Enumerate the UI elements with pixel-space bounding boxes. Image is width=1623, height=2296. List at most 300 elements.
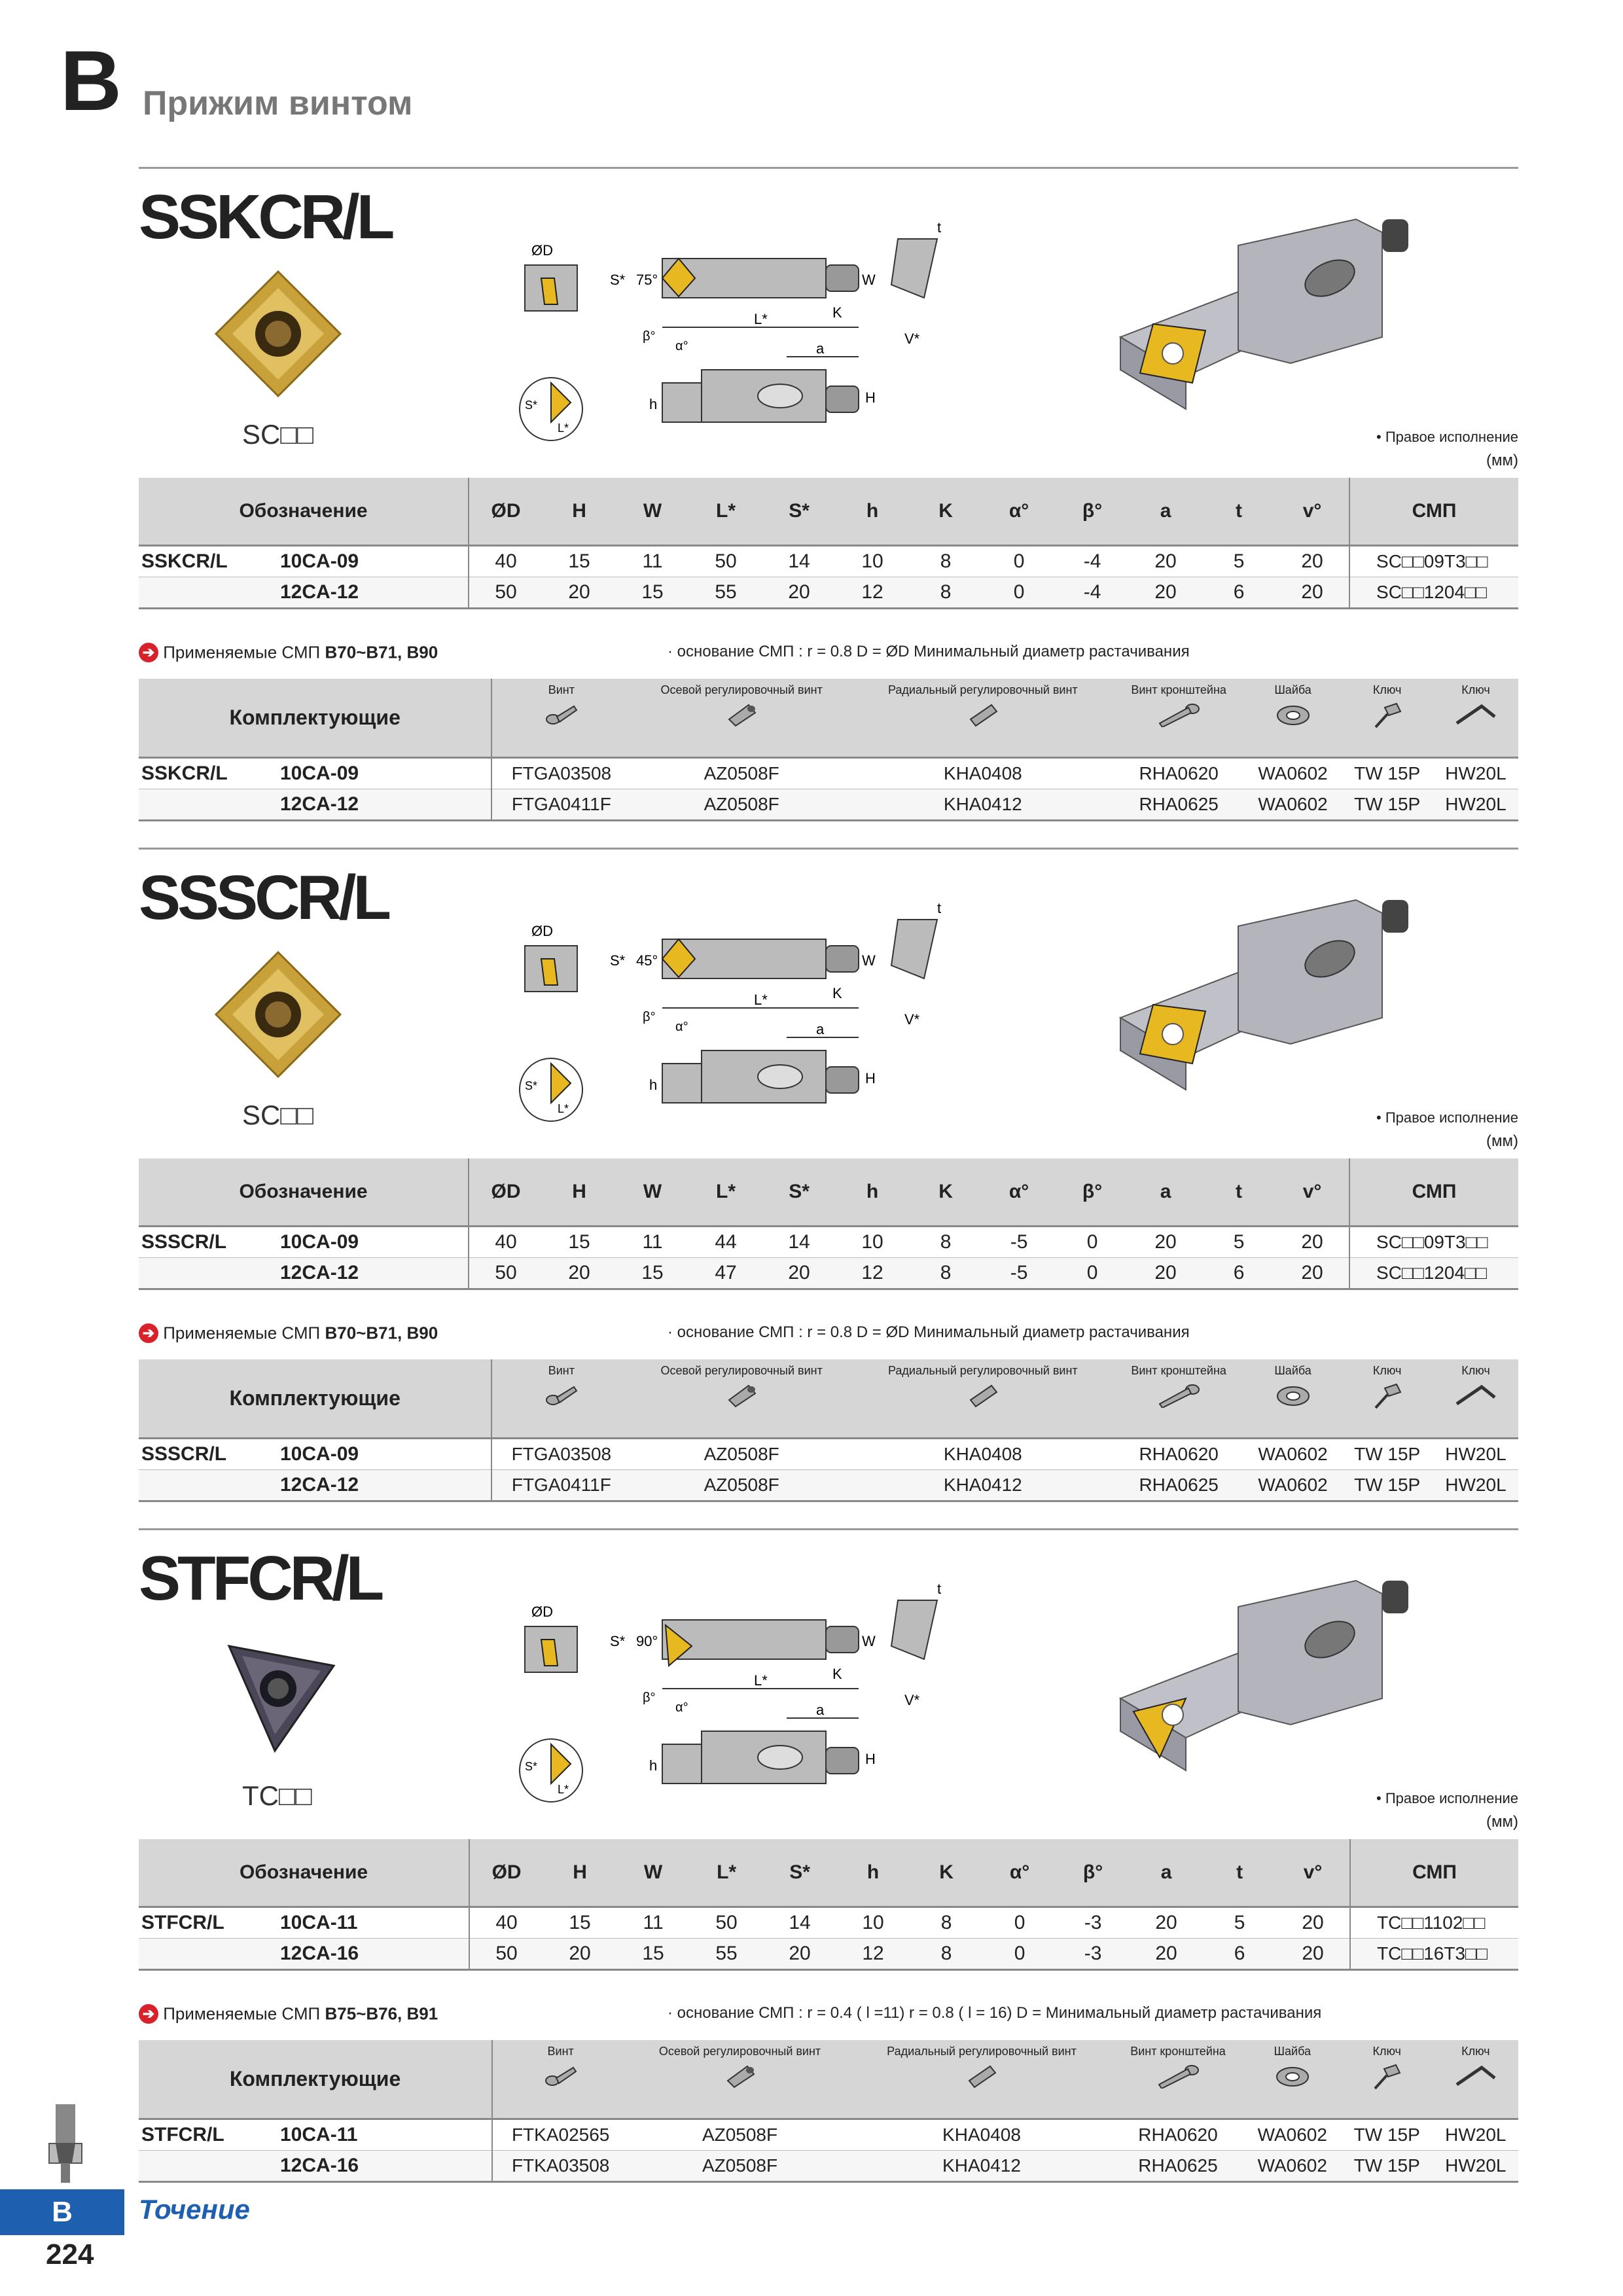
spec-cell: 47 — [689, 1258, 762, 1289]
smp-code: SC□□1204□□ — [1349, 577, 1518, 609]
components-header: Комплектующие — [139, 1359, 491, 1439]
spec-column-header: h — [836, 1158, 909, 1227]
spec-cell: 20 — [1130, 1907, 1203, 1939]
spec-column-header: β° — [1056, 1158, 1129, 1227]
part-code: TW 15P — [1341, 1470, 1433, 1501]
spec-cell: 20 — [543, 577, 616, 609]
right-version-note: • Правое исполнение — [1376, 1109, 1518, 1126]
part-code: AZ0508F — [630, 1470, 853, 1501]
svg-text:ØD: ØD — [531, 242, 553, 259]
right-version-note: • Правое исполнение — [1376, 1790, 1518, 1806]
part-code: TW 15P — [1341, 789, 1433, 821]
page-number: 224 — [46, 2238, 94, 2270]
part-code: WA0602 — [1244, 2119, 1341, 2151]
spec-cell: 0 — [983, 1907, 1056, 1939]
part-code: TW 15P — [1341, 758, 1433, 789]
part-column-header — [1433, 679, 1518, 758]
model-name: SSKCR/L — [139, 546, 279, 577]
part-name: Шайба — [1274, 683, 1311, 696]
spec-cell: -3 — [1056, 1907, 1130, 1939]
part-name: Ключ — [1461, 683, 1490, 696]
spec-column-header: S* — [762, 478, 836, 546]
spec-cell: 20 — [1129, 1227, 1202, 1258]
spec-cell: 8 — [909, 546, 982, 577]
model-size: 10CA-11 — [279, 2119, 492, 2151]
units-note: (мм) — [1486, 1132, 1518, 1150]
part-code: HW20L — [1433, 1439, 1518, 1470]
part-code: WA0602 — [1244, 2151, 1341, 2182]
part-name: Винт кронштейна — [1130, 2045, 1226, 2058]
table-row — [139, 1439, 1518, 1470]
applicable-range: B75~B76, B91 — [325, 2003, 438, 2024]
insert-type-label: SC□□ — [242, 1100, 314, 1130]
part-name: Шайба — [1274, 1364, 1311, 1377]
svg-text:h: h — [649, 1757, 658, 1774]
spec-column-header: t — [1203, 1839, 1276, 1907]
spec-cell: -5 — [982, 1227, 1056, 1258]
applicable-range: B70~B71, B90 — [325, 642, 438, 662]
spec-cell: 40 — [469, 1227, 543, 1258]
section-divider — [139, 1528, 1518, 1530]
components-header: Комплектующие — [139, 2040, 492, 2119]
spec-column-header: S* — [763, 1839, 836, 1907]
spec-cell: 6 — [1202, 577, 1275, 609]
table-row — [139, 789, 1518, 821]
svg-text:L*: L* — [754, 311, 768, 327]
arrow-right-icon: ➔ — [139, 643, 158, 662]
svg-text:V*: V* — [904, 331, 920, 347]
part-column-header — [851, 2040, 1112, 2119]
washer-icon — [1245, 701, 1341, 730]
torx-key-icon — [1342, 701, 1433, 733]
spec-cell: 20 — [1130, 1939, 1203, 1970]
svg-text:S*: S* — [525, 1079, 538, 1092]
basis-note: · основание СМП : r = 0.8 D = ØD Минимальный диаметр растачивания — [668, 1323, 1190, 1341]
bracket-screw-icon — [1113, 2062, 1243, 2092]
spec-column-header: K — [910, 1839, 983, 1907]
part-code: KHA0412 — [853, 1470, 1113, 1501]
part-code: KHA0408 — [853, 1439, 1113, 1470]
spec-cell: 50 — [690, 1907, 763, 1939]
tool-3d-view — [1107, 1568, 1421, 1803]
model-size: 12CA-16 — [279, 1939, 469, 1970]
part-name: Ключ — [1372, 1364, 1402, 1377]
spec-column-header: ØD — [469, 478, 543, 546]
spec-cell: 10 — [836, 1907, 910, 1939]
part-code: RHA0625 — [1113, 789, 1245, 821]
washer-icon — [1245, 1382, 1341, 1411]
spec-cell: 12 — [836, 1939, 910, 1970]
part-name: Радиальный регулировочный винт — [887, 1364, 1078, 1377]
spec-cell: 20 — [1275, 1227, 1349, 1258]
part-name: Ключ — [1372, 683, 1402, 696]
spec-cell: 20 — [1129, 546, 1202, 577]
table-row — [139, 1939, 1518, 1970]
part-code: HW20L — [1433, 789, 1518, 821]
tool-3d-view — [1107, 206, 1421, 442]
part-name: Радиальный регулировочный винт — [887, 2045, 1077, 2058]
applicable-range: B70~B71, B90 — [325, 1323, 438, 1343]
spec-cell: -5 — [982, 1258, 1056, 1289]
designation-header: Обозначение — [139, 478, 469, 546]
spec-column-header: K — [909, 478, 982, 546]
smp-header: СМП — [1349, 1158, 1518, 1227]
spec-column-header: W — [616, 1158, 689, 1227]
spec-cell: 20 — [1276, 1907, 1350, 1939]
part-code: HW20L — [1433, 2151, 1518, 2182]
hex-key-icon — [1434, 701, 1518, 730]
svg-text:V*: V* — [904, 1692, 920, 1708]
part-column-header — [630, 679, 853, 758]
spec-column-header: H — [543, 1839, 616, 1907]
svg-text:90°: 90° — [636, 1633, 658, 1649]
components-header: Комплектующие — [139, 679, 491, 758]
svg-text:ØD: ØD — [531, 1604, 553, 1620]
bracket-screw-icon — [1114, 701, 1244, 730]
spec-column-header: β° — [1056, 478, 1129, 546]
part-code: FTGA03508 — [491, 1439, 630, 1470]
arrow-right-icon: ➔ — [139, 1323, 158, 1343]
applicable-label: Применяемые СМП — [163, 1323, 321, 1343]
spec-cell: 8 — [909, 577, 982, 609]
svg-text:L*: L* — [754, 1672, 768, 1689]
applicable-label: Применяемые СМП — [163, 2003, 321, 2024]
spec-column-header: a — [1130, 1839, 1203, 1907]
svg-text:t: t — [937, 900, 942, 916]
spec-cell: 12 — [836, 1258, 909, 1289]
part-column-header — [1113, 1359, 1245, 1439]
model-name — [139, 2151, 279, 2182]
spec-cell: 20 — [1275, 577, 1349, 609]
part-name: Винт кронштейна — [1131, 683, 1226, 696]
part-name: Ключ — [1461, 2045, 1490, 2058]
part-name: Ключ — [1461, 1364, 1490, 1377]
spec-column-header: K — [909, 1158, 982, 1227]
spec-cell: 15 — [543, 1907, 616, 1939]
spec-cell: 11 — [616, 1907, 690, 1939]
svg-text:α°: α° — [675, 1700, 688, 1715]
product-title: SSSCR/L — [139, 863, 389, 933]
axial-screw-icon — [631, 1382, 852, 1411]
model-size: 10CA-09 — [279, 546, 469, 577]
applicable-line — [139, 1322, 1518, 1348]
part-column-header — [1433, 2040, 1518, 2119]
model-size: 10CA-09 — [279, 1439, 491, 1470]
part-name: Винт — [547, 2045, 574, 2058]
radial-screw-icon — [853, 701, 1113, 730]
svg-text:β°: β° — [643, 1010, 656, 1024]
units-note: (мм) — [1486, 1813, 1518, 1831]
part-code: FTKA02565 — [492, 2119, 628, 2151]
spec-column-header: h — [836, 1839, 910, 1907]
svg-text:S*: S* — [610, 1633, 626, 1649]
insert-type-label: TC□□ — [242, 1780, 312, 1811]
part-column-header — [492, 2040, 628, 2119]
part-code: RHA0625 — [1112, 2151, 1244, 2182]
chapter-letter: B — [60, 33, 122, 128]
axial-screw-icon — [631, 701, 852, 730]
model-size: 10CA-09 — [279, 1227, 469, 1258]
svg-text:S*: S* — [610, 952, 626, 969]
spec-column-header: W — [616, 478, 689, 546]
spec-cell: -4 — [1056, 546, 1129, 577]
spec-cell: 15 — [543, 1227, 616, 1258]
svg-text:a: a — [816, 1021, 825, 1037]
turning-tool-icon — [36, 2104, 95, 2183]
spec-column-header: t — [1202, 1158, 1275, 1227]
model-name: SSKCR/L — [139, 758, 279, 789]
right-version-note: • Правое исполнение — [1376, 429, 1518, 445]
svg-text:β°: β° — [643, 1691, 656, 1705]
hex-key-icon — [1434, 2062, 1518, 2092]
spec-column-header: L* — [690, 1839, 763, 1907]
part-code: TW 15P — [1341, 2151, 1433, 2182]
spec-cell: 8 — [910, 1907, 983, 1939]
components-table — [139, 679, 1518, 821]
part-code: RHA0620 — [1113, 1439, 1245, 1470]
applicable-line — [139, 2003, 1518, 2029]
footer-category: Точение — [139, 2194, 250, 2225]
svg-text:t: t — [937, 219, 942, 236]
model-name: STFCR/L — [139, 1907, 279, 1939]
spec-column-header: H — [543, 1158, 616, 1227]
part-code: KHA0408 — [853, 758, 1113, 789]
model-name: SSSCR/L — [139, 1439, 279, 1470]
spec-cell: 0 — [982, 577, 1056, 609]
model-name: STFCR/L — [139, 2119, 279, 2151]
spec-column-header: β° — [1056, 1839, 1130, 1907]
svg-text:a: a — [816, 340, 825, 357]
smp-code: SC□□09T3□□ — [1349, 546, 1518, 577]
spec-column-header: α° — [982, 478, 1056, 546]
smp-code: TC□□16T3□□ — [1350, 1939, 1518, 1970]
part-code: RHA0625 — [1113, 1470, 1245, 1501]
svg-text:45°: 45° — [636, 952, 658, 969]
part-code: TW 15P — [1341, 1439, 1433, 1470]
spec-cell: 20 — [543, 1258, 616, 1289]
spec-cell: 6 — [1202, 1258, 1275, 1289]
spec-cell: 8 — [910, 1939, 983, 1970]
spec-cell: 14 — [762, 546, 836, 577]
spec-column-header: W — [616, 1839, 690, 1907]
model-size: 10CA-09 — [279, 758, 491, 789]
spec-column-header: a — [1129, 1158, 1202, 1227]
svg-text:S*: S* — [610, 272, 626, 288]
spec-column-header: L* — [689, 478, 762, 546]
svg-text:t: t — [937, 1581, 942, 1597]
spec-cell: -3 — [1056, 1939, 1130, 1970]
part-column-header — [1245, 1359, 1342, 1439]
model-size: 10CA-11 — [279, 1907, 469, 1939]
part-code: AZ0508F — [630, 1439, 853, 1470]
radial-screw-icon — [852, 2062, 1111, 2092]
smp-code: SC□□09T3□□ — [1349, 1227, 1518, 1258]
part-column-header — [1433, 1359, 1518, 1439]
units-note: (мм) — [1486, 452, 1518, 469]
spec-cell: 6 — [1203, 1939, 1276, 1970]
arrow-right-icon: ➔ — [139, 2004, 158, 2024]
triangle-insert-image — [209, 1626, 347, 1764]
part-column-header — [1113, 679, 1245, 758]
spec-cell: 8 — [909, 1258, 982, 1289]
spec-cell: 0 — [1056, 1227, 1129, 1258]
part-code: KHA0412 — [853, 789, 1113, 821]
spec-column-header: t — [1202, 478, 1275, 546]
spec-cell: 14 — [763, 1907, 836, 1939]
spec-cell: 55 — [689, 577, 762, 609]
model-size: 12CA-16 — [279, 2151, 492, 2182]
spec-cell: 20 — [1129, 577, 1202, 609]
part-name: Винт — [548, 1364, 575, 1377]
spec-cell: 0 — [982, 546, 1056, 577]
spec-cell: 40 — [469, 546, 543, 577]
spec-cell: 20 — [1275, 1258, 1349, 1289]
spec-cell: 50 — [469, 1258, 543, 1289]
model-name: SSSCR/L — [139, 1227, 279, 1258]
section-divider — [139, 167, 1518, 169]
product-section — [139, 167, 1518, 848]
svg-text:75°: 75° — [636, 272, 658, 288]
model-size: 12CA-12 — [279, 789, 491, 821]
model-name — [139, 1258, 279, 1289]
screw-icon — [493, 1382, 630, 1411]
spec-cell: 40 — [469, 1907, 543, 1939]
footer-tab: B — [0, 2189, 124, 2235]
product-section — [139, 1528, 1518, 2209]
svg-text:h: h — [649, 396, 658, 412]
svg-text:β°: β° — [643, 329, 656, 344]
spec-cell: 20 — [762, 577, 836, 609]
table-row — [139, 1470, 1518, 1501]
torx-key-icon — [1342, 1382, 1433, 1414]
part-code: FTGA03508 — [491, 758, 630, 789]
spec-cell: 20 — [543, 1939, 616, 1970]
part-code: AZ0508F — [628, 2119, 851, 2151]
spec-column-header: H — [543, 478, 616, 546]
part-code: HW20L — [1433, 1470, 1518, 1501]
screw-icon — [493, 701, 630, 730]
spec-table — [139, 1158, 1518, 1290]
table-row — [139, 1907, 1518, 1939]
svg-text:W: W — [862, 1633, 876, 1649]
part-code: WA0602 — [1245, 1470, 1342, 1501]
smp-header: СМП — [1349, 478, 1518, 546]
spec-cell: 50 — [689, 546, 762, 577]
table-row — [139, 2151, 1518, 2182]
hex-key-icon — [1434, 1382, 1518, 1411]
spec-cell: 5 — [1202, 546, 1275, 577]
part-code: AZ0508F — [628, 2151, 851, 2182]
part-code: WA0602 — [1245, 758, 1342, 789]
part-column-header — [491, 1359, 630, 1439]
svg-text:W: W — [862, 272, 876, 288]
model-size: 12CA-12 — [279, 1258, 469, 1289]
basis-note: · основание СМП : r = 0.8 D = ØD Минимальный диаметр растачивания — [668, 643, 1190, 660]
spec-column-header: h — [836, 478, 909, 546]
svg-text:W: W — [862, 952, 876, 969]
table-row — [139, 758, 1518, 789]
svg-text:h: h — [649, 1077, 658, 1093]
part-code: KHA0412 — [851, 2151, 1112, 2182]
smp-code: TC□□1102□□ — [1350, 1907, 1518, 1939]
section-divider — [139, 848, 1518, 850]
washer-icon — [1245, 2062, 1340, 2092]
part-code: FTGA0411F — [491, 789, 630, 821]
tool-3d-view — [1107, 887, 1421, 1122]
spec-cell: 5 — [1203, 1907, 1276, 1939]
spec-cell: 15 — [543, 546, 616, 577]
svg-text:K: K — [832, 985, 842, 1001]
part-code: RHA0620 — [1113, 758, 1245, 789]
spec-column-header: v° — [1276, 1839, 1350, 1907]
designation-header: Обозначение — [139, 1158, 469, 1227]
part-code: AZ0508F — [630, 789, 853, 821]
spec-column-header: α° — [982, 1158, 1056, 1227]
part-name: Ключ — [1372, 2045, 1401, 2058]
svg-text:a: a — [816, 1702, 825, 1718]
svg-text:L*: L* — [558, 1102, 569, 1115]
part-code: WA0602 — [1245, 789, 1342, 821]
smp-code: SC□□1204□□ — [1349, 1258, 1518, 1289]
spec-cell: 20 — [1276, 1939, 1350, 1970]
spec-column-header: v° — [1275, 478, 1349, 546]
spec-column-header: ØD — [469, 1839, 543, 1907]
spec-table — [139, 478, 1518, 609]
table-row — [139, 2119, 1518, 2151]
spec-column-header: L* — [689, 1158, 762, 1227]
part-code: KHA0408 — [851, 2119, 1112, 2151]
part-name: Осевой регулировочный винт — [658, 2045, 821, 2058]
part-code: FTGA0411F — [491, 1470, 630, 1501]
spec-cell: -4 — [1056, 577, 1129, 609]
spec-cell: 20 — [1275, 546, 1349, 577]
components-table — [139, 2040, 1518, 2183]
table-row — [139, 1227, 1518, 1258]
part-column-header — [628, 2040, 851, 2119]
svg-text:α°: α° — [675, 339, 688, 353]
spec-cell: 50 — [469, 577, 543, 609]
square-insert-image — [209, 265, 347, 403]
components-table — [139, 1359, 1518, 1502]
product-title: STFCR/L — [139, 1543, 382, 1613]
square-insert-image — [209, 946, 347, 1083]
spec-cell: 12 — [836, 577, 909, 609]
part-code: FTKA03508 — [492, 2151, 628, 2182]
model-size: 12CA-12 — [279, 1470, 491, 1501]
model-name — [139, 789, 279, 821]
product-title: SSKCR/L — [139, 182, 392, 252]
part-column-header — [1341, 679, 1433, 758]
spec-column-header: a — [1129, 478, 1202, 546]
spec-cell: 44 — [689, 1227, 762, 1258]
svg-text:K: K — [832, 1666, 842, 1682]
spec-table — [139, 1839, 1518, 1971]
spec-column-header: ØD — [469, 1158, 543, 1227]
svg-text:V*: V* — [904, 1011, 920, 1028]
part-name: Винт кронштейна — [1131, 1364, 1226, 1377]
insert-type-label: SC□□ — [242, 419, 314, 450]
table-row — [139, 546, 1518, 577]
model-name — [139, 1470, 279, 1501]
product-section — [139, 848, 1518, 1528]
part-code: RHA0620 — [1112, 2119, 1244, 2151]
svg-text:L*: L* — [558, 422, 569, 435]
table-row — [139, 1258, 1518, 1289]
svg-text:ØD: ØD — [531, 923, 553, 939]
spec-cell: 20 — [762, 1258, 836, 1289]
part-column-header — [1341, 1359, 1433, 1439]
spec-cell: 8 — [909, 1227, 982, 1258]
